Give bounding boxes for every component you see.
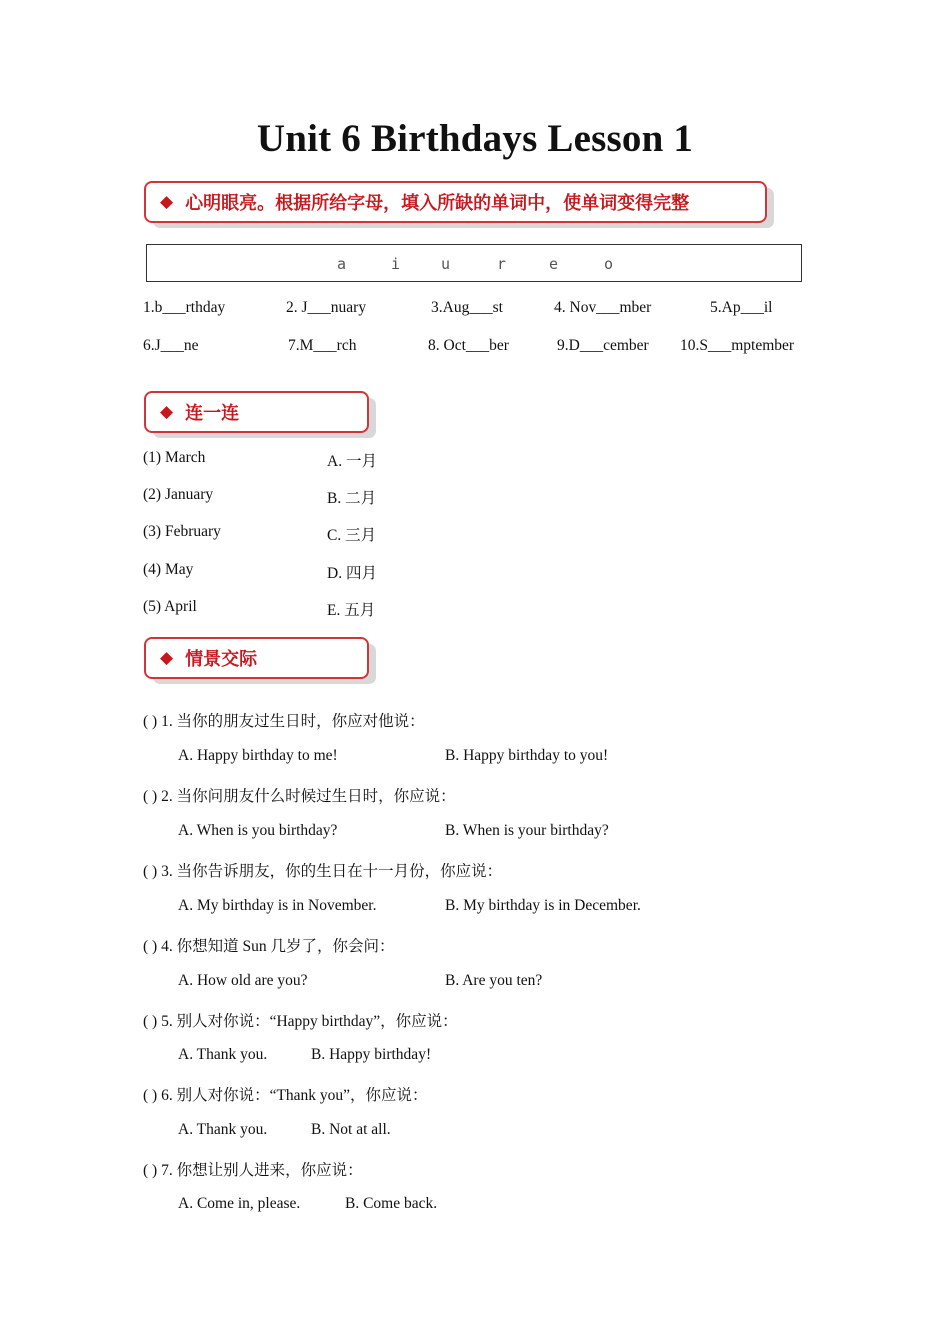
question-2-option-b: B. When is your birthday? (445, 822, 609, 839)
diamond-icon: ◆ (160, 402, 174, 422)
match-right-e: E. 五月 (327, 602, 376, 619)
word-1: 1.b___rthday (143, 299, 226, 316)
word-5: 5.Ap___il (710, 299, 773, 316)
question-5-option-b: B. Happy birthday! (311, 1046, 432, 1063)
question-4-stem: ( ) 4. 你想知道 Sun 几岁了，你会问： (143, 938, 395, 955)
question-5-stem: ( ) 5. 别人对你说：“Happy birthday”，你应说： (143, 1013, 458, 1030)
section-1-banner (144, 181, 767, 223)
section-1-heading: 心明眼亮。根据所给字母，填入所缺的单词中，使单词变得完整 (185, 193, 690, 214)
question-5-option-a: A. Thank you. (178, 1046, 268, 1063)
match-left-2: (2) January (143, 486, 214, 503)
match-right-d: D. 四月 (327, 565, 377, 582)
word-3: 3.Aug___st (431, 299, 503, 316)
section-3-heading: 情景交际 (185, 649, 258, 670)
match-left-3: (3) February (143, 523, 221, 540)
match-right-b: B. 二月 (327, 490, 377, 507)
question-4-option-a: A. How old are you? (178, 972, 308, 989)
match-left-4: (4) May (143, 561, 194, 578)
match-left-1: (1) March (143, 449, 206, 466)
letter-i: i (391, 255, 401, 273)
question-7-option-a: A. Come in, please. (178, 1195, 301, 1212)
letter-e: e (549, 255, 559, 273)
match-right-c: C. 三月 (327, 527, 377, 544)
word-9: 9.D___cember (557, 337, 649, 354)
letter-o: o (604, 255, 614, 273)
question-3-option-a: A. My birthday is in November. (178, 897, 377, 914)
question-6-stem: ( ) 6. 别人对你说：“Thank you”，你应说： (143, 1087, 428, 1104)
question-3-option-b: B. My birthday is in December. (445, 897, 641, 914)
question-1-stem: ( ) 1. 当你的朋友过生日时，你应对他说： (143, 713, 425, 730)
question-6-option-b: B. Not at all. (311, 1121, 391, 1138)
question-7-stem: ( ) 7. 你想让别人进来，你应说： (143, 1162, 363, 1179)
section-2-banner (144, 391, 369, 433)
word-8: 8. Oct___ber (428, 337, 509, 354)
word-2: 2. J___nuary (286, 299, 367, 316)
question-4-option-b: B. Are you ten? (445, 972, 543, 989)
question-7-option-b: B. Come back. (345, 1195, 438, 1212)
letter-r: r (497, 255, 507, 273)
letter-a: a (337, 255, 347, 273)
question-1-option-b: B. Happy birthday to you! (445, 747, 609, 764)
question-1-option-a: A. Happy birthday to me! (178, 747, 338, 764)
page-title: Unit 6 Birthdays Lesson 1 (256, 117, 694, 160)
diamond-icon: ◆ (160, 192, 174, 212)
diamond-icon: ◆ (160, 648, 174, 668)
match-left-5: (5) April (143, 598, 197, 615)
question-3-stem: ( ) 3. 当你告诉朋友，你的生日在十一月份，你应说： (143, 863, 503, 880)
word-6: 6.J___ne (143, 337, 199, 354)
letter-u: u (441, 255, 451, 273)
section-2-heading: 连一连 (185, 403, 240, 424)
section-3-banner (144, 637, 369, 679)
word-10: 10.S___mptember (680, 337, 795, 354)
match-right-a: A. 一月 (327, 453, 377, 470)
question-6-option-a: A. Thank you. (178, 1121, 268, 1138)
word-4: 4. Nov___mber (554, 299, 652, 316)
question-2-option-a: A. When is you birthday? (178, 822, 338, 839)
question-2-stem: ( ) 2. 当你问朋友什么时候过生日时，你应说： (143, 788, 456, 805)
word-7: 7.M___rch (288, 337, 357, 354)
letter-bank (146, 244, 802, 282)
